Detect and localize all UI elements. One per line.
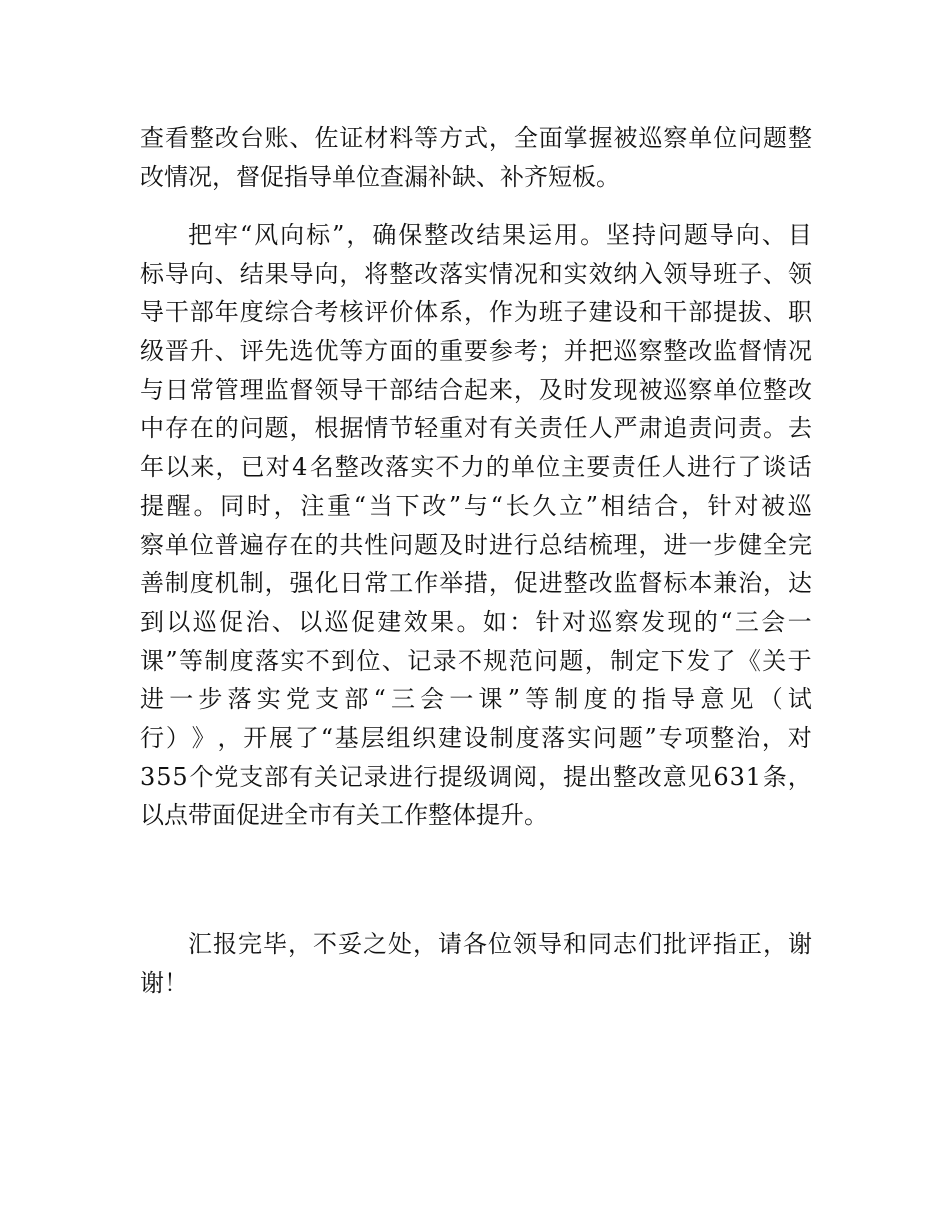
line-text: 导 干 部 年 度 综 合 考 核 评 价 体 系 ， 作 为 班 子 建 设 和 干 部 提 拔 、 职 (140, 298, 812, 327)
text-line (140, 371, 812, 410)
line-text: 进 一 步 落 实 党 支 部 “ 三 会 一 课 ” 等 制 度 的 指 导 意 见 （ 试 (140, 685, 812, 714)
text-line (140, 719, 812, 758)
text-line (140, 255, 812, 294)
text-line (140, 526, 812, 565)
text-line (140, 216, 812, 255)
text-line (140, 603, 812, 642)
text-line (140, 642, 812, 681)
line-text: 到 以 巡 促 治 、 以 巡 促 建 效 果 。 如 ： 针 对 巡 察 发 现 的 “ 三 会 一 (140, 607, 812, 636)
line-text: 善 制 度 机 制 ， 强 化 日 常 工 作 举 措 ， 促 进 整 改 监 督 标 本 兼 治 ， 达 (140, 569, 812, 598)
text-line (140, 119, 812, 158)
text-line (140, 409, 812, 448)
line-text: 察 单 位 普 遍 存 在 的 共 性 问 题 及 时 进 行 总 结 梳 理 ， 进 一 步 健 全 完 (140, 530, 812, 559)
line-text: 谢！ (140, 968, 188, 997)
paragraph-1 (140, 119, 812, 196)
line-text: 以点带面促进全市有关工作整体提升。 (140, 801, 548, 830)
line-text: 行 ） 》 ， 开 展 了 “ 基 层 组 织 建 设 制 度 落 实 问 题 ” 专 项 整 治 ， 对 (140, 723, 812, 752)
paragraph-3 (140, 925, 812, 1002)
line-text: 中 存 在 的 问 题 ， 根 据 情 节 轻 重 对 有 关 责 任 人 严 肃 追 责 问 责 。 去 (140, 414, 812, 443)
line-text: 把 牢 “ 风 向 标 ” ， 确 保 整 改 结 果 运 用 。 坚 持 问 题 导 向 、 目 (188, 221, 812, 249)
line-text: 提 醒 。 同 时 ， 注 重 “ 当 下 改 ” 与 “ 长 久 立 ” 相 结 合 ， 针 对 被 巡 (140, 491, 812, 520)
line-text: 级 晋 升 、 评 先 选 优 等 方 面 的 重 要 参 考 ； 并 把 巡 察 整 改 监 督 情 况 (140, 337, 812, 366)
line-text: 3 5 5 个 党 支 部 有 关 记 录 进 行 提 级 调 阅 ， 提 出 整 改 意 见 6 3 1 条 ， (140, 762, 812, 791)
text-line (140, 487, 812, 526)
line-text: 与 日 常 管 理 监 督 领 导 干 部 结 合 起 来 ， 及 时 发 现 被 巡 察 单 位 整 改 (140, 375, 812, 404)
line-text: 年 以 来 ， 已 对 4 名 整 改 落 实 不 力 的 单 位 主 要 责 任 人 进 行 了 谈 话 (140, 453, 812, 482)
line-text: 汇 报 完 毕 ， 不 妥 之 处 ， 请 各 位 领 导 和 同 志 们 批 评 指 正 ， 谢 (188, 930, 812, 958)
text-line (140, 564, 812, 603)
line-text: 查 看 整 改 台 账 、 佐 证 材 料 等 方 式 ， 全 面 掌 握 被 巡 察 单 位 问 题 整 (140, 124, 812, 152)
text-line (140, 293, 812, 332)
text-line (140, 158, 812, 197)
paragraph-2 (140, 216, 812, 835)
line-text: 标 导 向 、 结 果 导 向 ， 将 整 改 落 实 情 况 和 实 效 纳 入 领 导 班 子 、 领 (140, 259, 812, 288)
text-line (140, 680, 812, 719)
text-line (140, 796, 812, 835)
text-line (140, 758, 812, 797)
text-line (140, 332, 812, 371)
text-line (140, 925, 812, 964)
line-text: 课 ” 等 制 度 落 实 不 到 位 、 记 录 不 规 范 问 题 ， 制 定 下 发 了 《 关 于 (140, 646, 812, 675)
text-line (140, 448, 812, 487)
text-line (140, 964, 812, 1003)
line-text: 改情况，督促指导单位查漏补缺、补齐短板。 (140, 162, 620, 191)
